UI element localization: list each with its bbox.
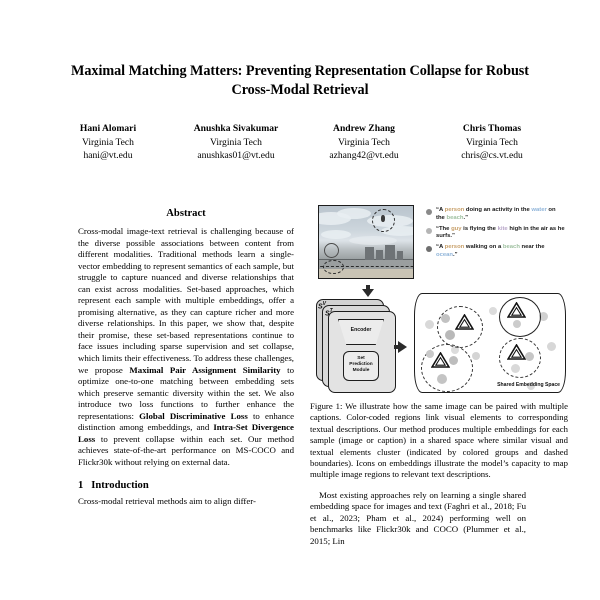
author-name: Andrew Zhang (333, 123, 395, 134)
caption-word: ocean (436, 251, 454, 258)
body-columns (0, 200, 600, 600)
caption-word: “A (436, 244, 445, 251)
abstract-bold-3: Intra-Set Divergence Loss (78, 422, 294, 444)
example-image (318, 205, 414, 279)
author-entry (44, 122, 172, 163)
beach-region-annotation (318, 266, 414, 279)
abstract-heading: Abstract (166, 208, 206, 219)
caption-word: high in the air as he surfs.” (436, 225, 565, 240)
set-text-label (325, 308, 333, 317)
caption-word: person (444, 244, 465, 251)
ferris-wheel (324, 243, 339, 258)
author-name: Hani Alomari (79, 123, 137, 134)
caption-bullet-icon (426, 246, 432, 252)
left-column (78, 200, 294, 508)
figure-top-row (310, 205, 568, 287)
caption-list (426, 205, 566, 287)
author-affiliation: Virginia Tech (338, 136, 390, 148)
section-number: 1 (78, 480, 84, 492)
caption-item (426, 207, 566, 222)
text-embedding-icon (507, 302, 526, 318)
text-embedding-icon (507, 344, 526, 360)
caption-text (436, 226, 566, 241)
author-name: Chris Thomas (462, 123, 522, 134)
set-text-symbol: S (325, 310, 330, 318)
section-title: Introduction (91, 480, 149, 492)
abstract-part-3: to enhance distinction among embeddings, and (78, 410, 294, 433)
introduction-heading (78, 480, 294, 491)
set-visual-symbol: S (318, 303, 323, 311)
caption-word: guy (451, 225, 462, 232)
figure-number: Figure 1: (310, 401, 343, 411)
embedding-space-label: Shared Embedding Space (497, 382, 560, 388)
caption-word: water (531, 207, 547, 213)
kite-icon (381, 215, 385, 222)
figure-caption-text: We illustrate how the same image can be paired with multiple captions. Color-coded regions link visual elements to corresponding textual descriptions. Our method produces multiple embeddings for each sample (image or caption) in a shared space where similar visual and textual elements cluster (indicated by colored groups and dashed boundaries). Icons on embeddings illustrate the model’s capacity to map multiple image regions to relevant text descriptions. (310, 401, 568, 480)
right-column (310, 200, 568, 548)
set-visual-superscript: V (322, 301, 327, 307)
caption-text (436, 244, 566, 259)
caption-word: beach (502, 244, 520, 251)
author-affiliation: Virginia Tech (82, 136, 134, 148)
caption-word: walking on a (464, 244, 503, 251)
abstract-part-4: to prevent collapse within each set. Our method achieves state-of-the-art performance on MS-COCO and Flickr30k without relying on external data. (78, 433, 294, 467)
caption-word: beach (446, 214, 464, 221)
caption-bullet-icon (426, 228, 432, 234)
author-email: anushkas01@vt.edu (197, 150, 275, 162)
title-block (0, 0, 600, 100)
right-column-paragraph: Most existing approaches rely on learning a single shared embedding space for images and text (Faghri et al., 2018; Fu et al., 2023; Pham et al., 2024) performing well on benchmarks like Flickr30k and COCO (Plummer et al., 2015; Lin (310, 489, 526, 547)
caption-item (426, 226, 566, 241)
abstract-text (78, 226, 294, 468)
encoder-label: Encoder (350, 327, 372, 333)
author-email: chris@cs.vt.edu (461, 150, 523, 162)
page-title: Maximal Matching Matters: Preventing Representation Collapse for Robust Cross-Modal Retrieval (71, 63, 529, 98)
caption-word: person (444, 207, 465, 213)
caption-text (436, 207, 566, 222)
author-name: Anushka Sivakumar (193, 123, 279, 134)
shared-embedding-space (414, 293, 566, 393)
author-list (0, 100, 600, 163)
text-embedding-icon (455, 314, 474, 330)
right-arrow-icon (398, 341, 407, 353)
caption-word: .” (453, 251, 458, 258)
author-affiliation: Virginia Tech (466, 136, 518, 148)
caption-word: is flying the (461, 225, 498, 232)
author-email: hani@vt.edu (83, 150, 133, 162)
caption-word: doing an activity in the (464, 207, 532, 213)
down-arrow-icon (362, 289, 374, 297)
abstract-part-2: to optimize one-to-one matching between embedding sets which preserve semantic diversity within the set. We also introduce two loss functions to further enhance the representations: (78, 364, 295, 421)
caption-word: .” (463, 214, 469, 221)
caption-word: near the (519, 244, 545, 251)
abstract-bold-2: Global Discriminative Loss (139, 410, 248, 421)
caption-word: “The (436, 225, 452, 232)
author-entry (172, 122, 300, 163)
set-text-superscript: T (329, 308, 333, 314)
spm-line-3: Module (352, 368, 370, 374)
caption-word: kite (497, 225, 508, 232)
figure-caption (310, 401, 568, 481)
figure-diagram (310, 289, 568, 397)
spm-line-1: Set (357, 356, 365, 361)
set-prediction-module-label (343, 356, 379, 375)
author-entry (300, 122, 428, 163)
caption-word: “A (436, 207, 445, 213)
spm-line-2: Prediction (349, 362, 373, 368)
caption-word: on the (436, 207, 556, 221)
author-email: azhang42@vt.edu (329, 150, 399, 162)
caption-bullet-icon (426, 209, 432, 215)
author-affiliation: Virginia Tech (210, 136, 262, 148)
figure-1 (310, 205, 568, 481)
introduction-paragraph: Cross-modal retrieval methods aim to align differ- (78, 496, 256, 507)
abstract-part-1: Cross-modal image-text retrieval is challenging because of the diverse possible associations between content from different modalities. Traditional methods learn a single-vector embedding to represent semantics of each sample, but struggle to capture nuanced and diverse relationships that can exist across modalities. Set-based approaches, which represent each sample with multiple embeddings, offer a promising alternative, as they can capture richer and more diverse relationships. In this paper, we show that, despite their promise, these set-based representations continue to face issues including sparse supervision and set collapse, which limits their effectiveness. To address these challenges, we propose (78, 226, 294, 375)
abstract-bold-1: Maximal Pair Assignment Similarity (129, 364, 281, 375)
caption-item (426, 244, 566, 259)
author-entry (428, 122, 556, 163)
